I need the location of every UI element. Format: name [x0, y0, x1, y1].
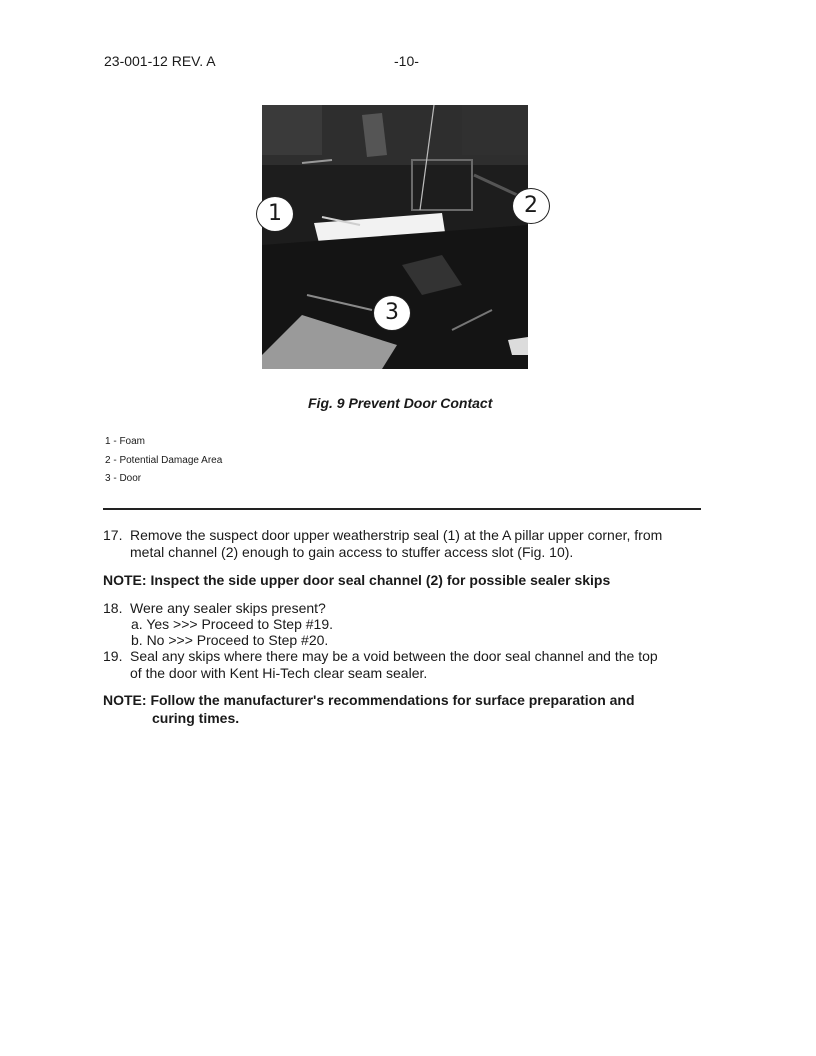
note-manufacturer: NOTE: Follow the manufacturer's recommendations for surface preparation and: [103, 692, 635, 708]
callout-1: 1: [256, 196, 294, 232]
legend-item: 2 - Potential Damage Area: [105, 455, 223, 466]
step-19-line2: of the door with Kent Hi-Tech clear seam sealer.: [130, 665, 428, 681]
step-19-line1: Seal any skips where there may be a void between the door seal channel and the top: [130, 648, 658, 664]
step-18-number: 18.: [103, 600, 123, 616]
note-sealer-skips: NOTE: Inspect the side upper door seal channel (2) for possible sealer skips: [103, 572, 611, 588]
document-number: 23-001-12 REV. A: [104, 53, 216, 69]
legend-item: 1 - Foam: [105, 436, 146, 447]
step-18-text: Were any sealer skips present?: [130, 600, 326, 616]
step-17-number: 17.: [103, 527, 123, 543]
step-17-line2: metal channel (2) enough to gain access to stuffer access slot (Fig. 10).: [130, 544, 574, 560]
page-number: -10-: [394, 53, 419, 69]
callout-3: 3: [373, 295, 411, 331]
callout-2: 2: [512, 188, 550, 224]
step-18-option-a: a. Yes >>> Proceed to Step #19.: [131, 616, 333, 632]
step-18-option-b: b. No >>> Proceed to Step #20.: [131, 632, 329, 648]
figure-caption: Fig. 9 Prevent Door Contact: [308, 395, 493, 411]
step-17-line1: Remove the suspect door upper weatherstrip seal (1) at the A pillar upper corner, from: [130, 527, 663, 543]
legend-item: 3 - Door: [105, 473, 142, 484]
step-19-number: 19.: [103, 648, 123, 664]
section-divider: [103, 508, 701, 510]
note-manufacturer-cont: curing times.: [152, 710, 240, 726]
